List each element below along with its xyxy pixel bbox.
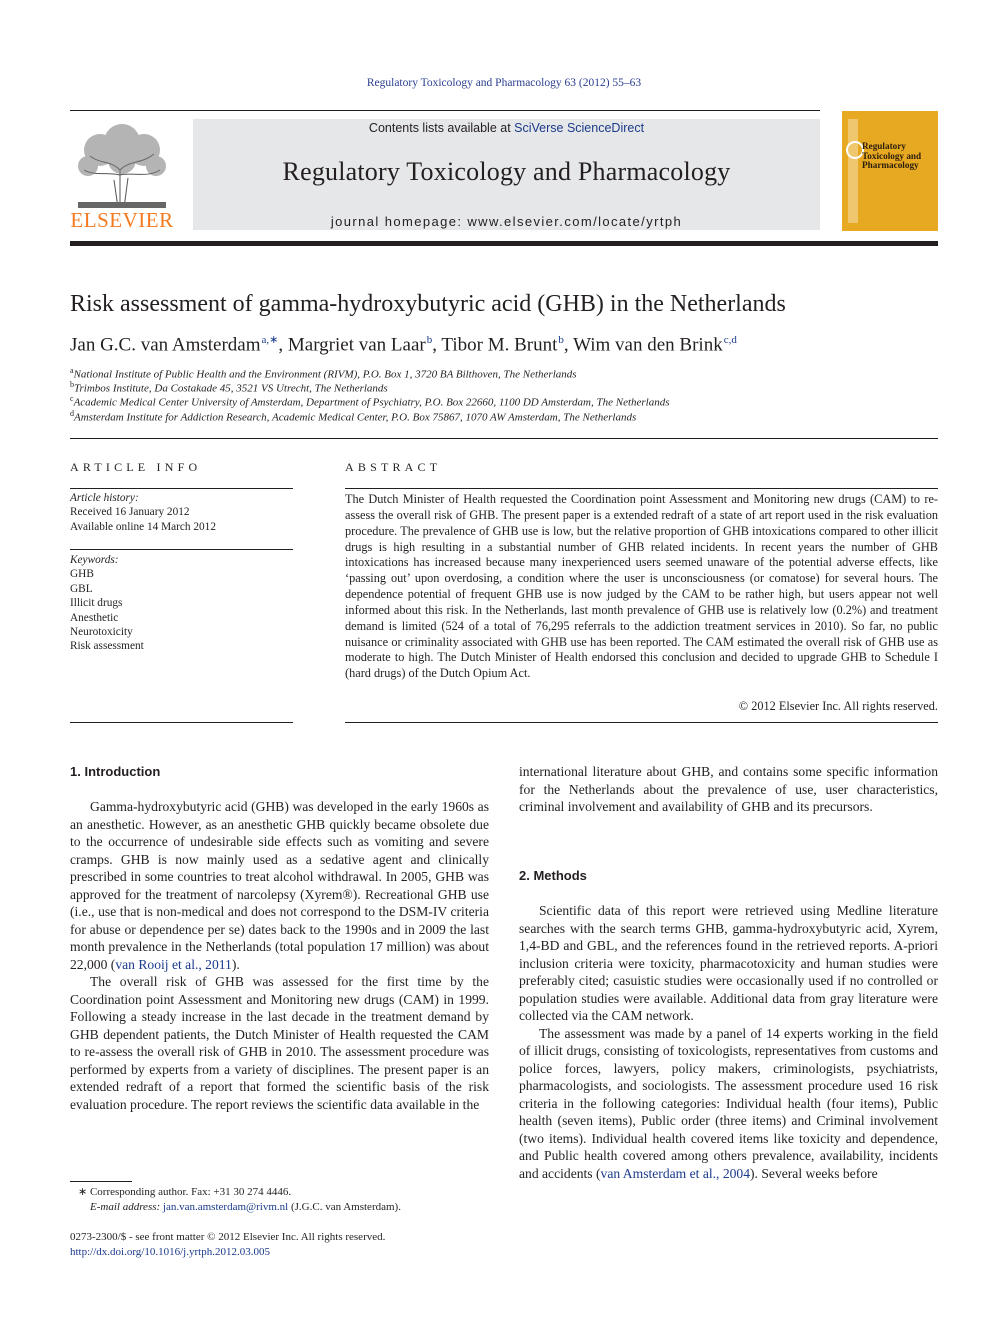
cover-stripe xyxy=(848,119,858,223)
methods-body xyxy=(519,902,938,1182)
email-suffix: (J.G.C. van Amsterdam). xyxy=(288,1201,401,1213)
citation-link[interactable]: van Rooij et al., 2011 xyxy=(115,956,232,972)
methods-paragraph: Scientific data of this report were retrieved using Medline literature searches with the search terms GHB, gamma-hydroxybutyric acid, Xyrem, 1,4-BD and GBL, and the references found in the retrieved reports. A-priori inclusion criteria were toxicity, pharmacotoxicity and human studies were preferably cited; casuistic studies were occasionally used if no controlled or population studies were available. Additional data from gray literature were collected via the CAM network. xyxy=(519,903,938,1023)
history-label: Article history: xyxy=(70,492,139,504)
contents-prefix: Contents lists available at xyxy=(368,121,515,135)
contents-line xyxy=(193,121,820,135)
article-title: Risk assessment of gamma-hydroxybutyric acid (GHB) in the Netherlands xyxy=(70,291,786,317)
affiliation-text: Academic Medical Center University of Amsterdam, Department of Psychiatry, P.O. Box 22660, 1100 DD Amsterdam, The Netherlands xyxy=(73,396,670,409)
intro-paragraph: The overall risk of GHB was assessed for the first time by the Coordination point Assessment and Monitoring new drugs (CAM) in 1999. Following a steady increase in the last decade in the treatment demand by GHB dependent patients, the Dutch Minister of Health requested the CAM to re-assess the overall risk of GHB in 2010. The assessment procedure was performed by experts from a variety of disciplines. The present paper is an extended redraft of a report that formed the scientific basis of the risk evaluation procedure. The report reviews the scientific data available in the xyxy=(70,974,489,1112)
author-name[interactable]: Tibor M. Brunt xyxy=(441,334,558,356)
section-heading-methods: 2. Methods xyxy=(519,868,587,883)
affiliation-sup: c xyxy=(70,394,74,403)
affiliation-sup: d xyxy=(70,409,74,418)
affiliation xyxy=(70,380,388,395)
cover-title: Regulatory Toxicology and Pharmacology xyxy=(862,141,922,170)
email-label: E-mail address: xyxy=(90,1201,163,1213)
footnotes xyxy=(78,1185,401,1215)
footnote-rule xyxy=(70,1181,132,1182)
author-name[interactable]: Jan G.C. van Amsterdam xyxy=(70,334,261,356)
affiliation-text: National Institute of Public Health and the Environment (RIVM), P.O. Box 1, 3720 BA Bilthoven, The Netherlands xyxy=(73,368,577,381)
keyword: Neurotoxicity xyxy=(70,626,133,639)
author-sep: , xyxy=(278,334,288,356)
author-affil-sup[interactable]: c,d xyxy=(723,334,737,346)
intro-paragraph-continued: international literature about GHB, and contains some specific information for the Netherlands about the prevalence of use, user characteristics, criminal involvement and availability of GHB and its precursors. xyxy=(519,764,938,814)
article-history xyxy=(70,491,216,534)
journal-title: Regulatory Toxicology and Pharmacology xyxy=(282,157,731,186)
publisher-name: ELSEVIER xyxy=(70,208,174,232)
intro-body xyxy=(70,798,489,1113)
affiliation-sup: a xyxy=(70,366,74,375)
author-affil-sup[interactable]: b xyxy=(426,334,433,346)
citation-link[interactable]: van Amsterdam et al., 2004 xyxy=(600,1165,751,1181)
intro-continued xyxy=(519,763,938,816)
keywords-label: Keywords: xyxy=(70,554,119,566)
available-date: Available online 14 March 2012 xyxy=(70,520,216,533)
author-affil-sup[interactable]: b xyxy=(558,334,564,346)
article-info-rule xyxy=(70,488,293,489)
keyword: GHB xyxy=(70,568,94,581)
methods-p2-end: ). Several weeks before xyxy=(750,1165,878,1181)
article-info-heading: ARTICLE INFO xyxy=(70,460,202,474)
affiliation xyxy=(70,394,670,409)
journal-citation[interactable]: Regulatory Toxicology and Pharmacology 63 (2012) 55–63 xyxy=(366,77,642,89)
abstract-bottom-rule xyxy=(345,722,938,723)
methods-paragraph xyxy=(519,1025,938,1183)
keyword: Risk assessment xyxy=(70,640,144,653)
author-name[interactable]: Margriet van Laar xyxy=(287,334,426,356)
intro-p1-text: Gamma-hydroxybutyric acid (GHB) was developed in the early 1960s as an anesthetic. However, as an anesthetic GHB quickly became obsolete due to the occurrence of undesirable side effects such as vomiting and severe cramps. GHB is now mainly used as a sedative agent and clinically prescribed in some countries to treat alcohol withdrawal. In 2005, GHB was approved for the treatment of narcolepsy (Xyrem®). Recreational GHB use (i.e., use that is non-medical and does not correspond to the DSM-IV criteria for abuse or dependence per se) dates back to the 1990s and in 2009 the last month prevalence in the Netherlands (total population 17 million) was about 22,000 ( xyxy=(70,799,489,972)
keywords-rule xyxy=(70,549,293,550)
affiliation xyxy=(70,366,577,381)
issn-line: 0273-2300/$ - see front matter © 2012 Elsevier Inc. All rights reserved. xyxy=(70,1231,386,1243)
affiliation-text: Trimbos Institute, Da Costakade 45, 3521 VS Utrecht, The Netherlands xyxy=(74,382,388,395)
received-date: Received 16 January 2012 xyxy=(70,506,190,519)
front-matter-info xyxy=(70,1230,385,1260)
author-sep: , xyxy=(432,334,442,356)
keyword: Anesthetic xyxy=(70,611,119,624)
sciencedirect-link[interactable]: SciVerse ScienceDirect xyxy=(514,121,645,135)
email-link[interactable]: jan.van.amsterdam@rivm.nl xyxy=(162,1201,289,1213)
abstract-copyright: © 2012 Elsevier Inc. All rights reserved. xyxy=(738,699,938,713)
author-affil-sup[interactable]: a,∗ xyxy=(261,334,279,346)
abstract-rule xyxy=(345,488,938,489)
doi-link[interactable]: http://dx.doi.org/10.1016/j.yrtph.2012.03.005 xyxy=(70,1246,270,1258)
journal-cover-image xyxy=(842,111,938,231)
affiliations-rule xyxy=(70,438,938,439)
keyword: GBL xyxy=(70,582,93,595)
intro-p1-end: ). xyxy=(231,956,240,972)
header-thick-rule xyxy=(70,241,938,246)
header-rule xyxy=(70,110,820,111)
author-list xyxy=(70,333,737,356)
abstract-heading: ABSTRACT xyxy=(345,460,442,474)
keyword: Illicit drugs xyxy=(70,597,123,610)
journal-homepage[interactable]: journal homepage: www.elsevier.com/locate/yrtph xyxy=(330,214,683,229)
corresponding-author-note: ∗ Corresponding author. Fax: +31 30 274 4446. xyxy=(78,1186,292,1198)
email-line xyxy=(78,1200,401,1215)
keywords-block xyxy=(70,553,144,654)
intro-paragraph xyxy=(70,798,489,973)
affiliation xyxy=(70,409,636,424)
author-name[interactable]: Wim van den Brink xyxy=(573,334,723,356)
affiliation-sup: b xyxy=(70,380,74,389)
methods-p2-text: The assessment was made by a panel of 14 experts working in the field of illicit drugs, consisting of toxicologists, representatives from customs and police forces, lawyers, policy makers, criminologists, psychiatrists, pharmacologists, and sociologists. The assessment procedure used 16 risk criteria in the following categories: Individual health (four items), Public health (seven items), Public order (three items) and Criminal involvement (two items). Individual health covered items like toxicity and dependence, and Public health covered among others prevalence, availability, incidents and accidents ( xyxy=(519,1025,938,1181)
affiliation-text: Amsterdam Institute for Addiction Research, Academic Medical Center, P.O. Box 75867, 1070 AW Amsterdam, The Netherlands xyxy=(74,411,637,424)
author-sep: , xyxy=(563,334,574,356)
section-heading-introduction: 1. Introduction xyxy=(70,764,161,779)
article-info-bottom-rule xyxy=(70,722,293,723)
abstract-text: The Dutch Minister of Health requested the Coordination point Assessment and Monitoring new drugs (CAM) to re-assess the overall risk of GHB. The present paper is a extended redraft of a state of art report used in the risk evaluation procedure. The prevalence of GHB use is low, but the relative proportion of GHB intoxications compared to other illicit drugs is high resulting in a substantial number of GHB related incidents. In recent years the number of GHB intoxications has increased because many inexperienced users seemed unaware of the potential adverse effects, like ‘passing out’ upon overdosing, a condition where the user is unconsciousness (or comatose) for several hours. The dependence potential of frequent GHB use is now judged by the CAM to be rather high, but users appear not well informed about this risk. In the Netherlands, last month prevalence of GHB use is relatively low (0.2%) and treatment demand is limited (524 of a total of 76,295 referrals to the addiction treatment services in 2010). So far, no public nuisance or criminality associated with GHB use has been reported. The CAM estimated the overall risk of GHB use as moderate to high. The Dutch Minister of Health endorsed this conclusion and decided to upgrade GHB to Schedule I (hard drugs) of the Dutch Opium Act. xyxy=(345,492,938,681)
